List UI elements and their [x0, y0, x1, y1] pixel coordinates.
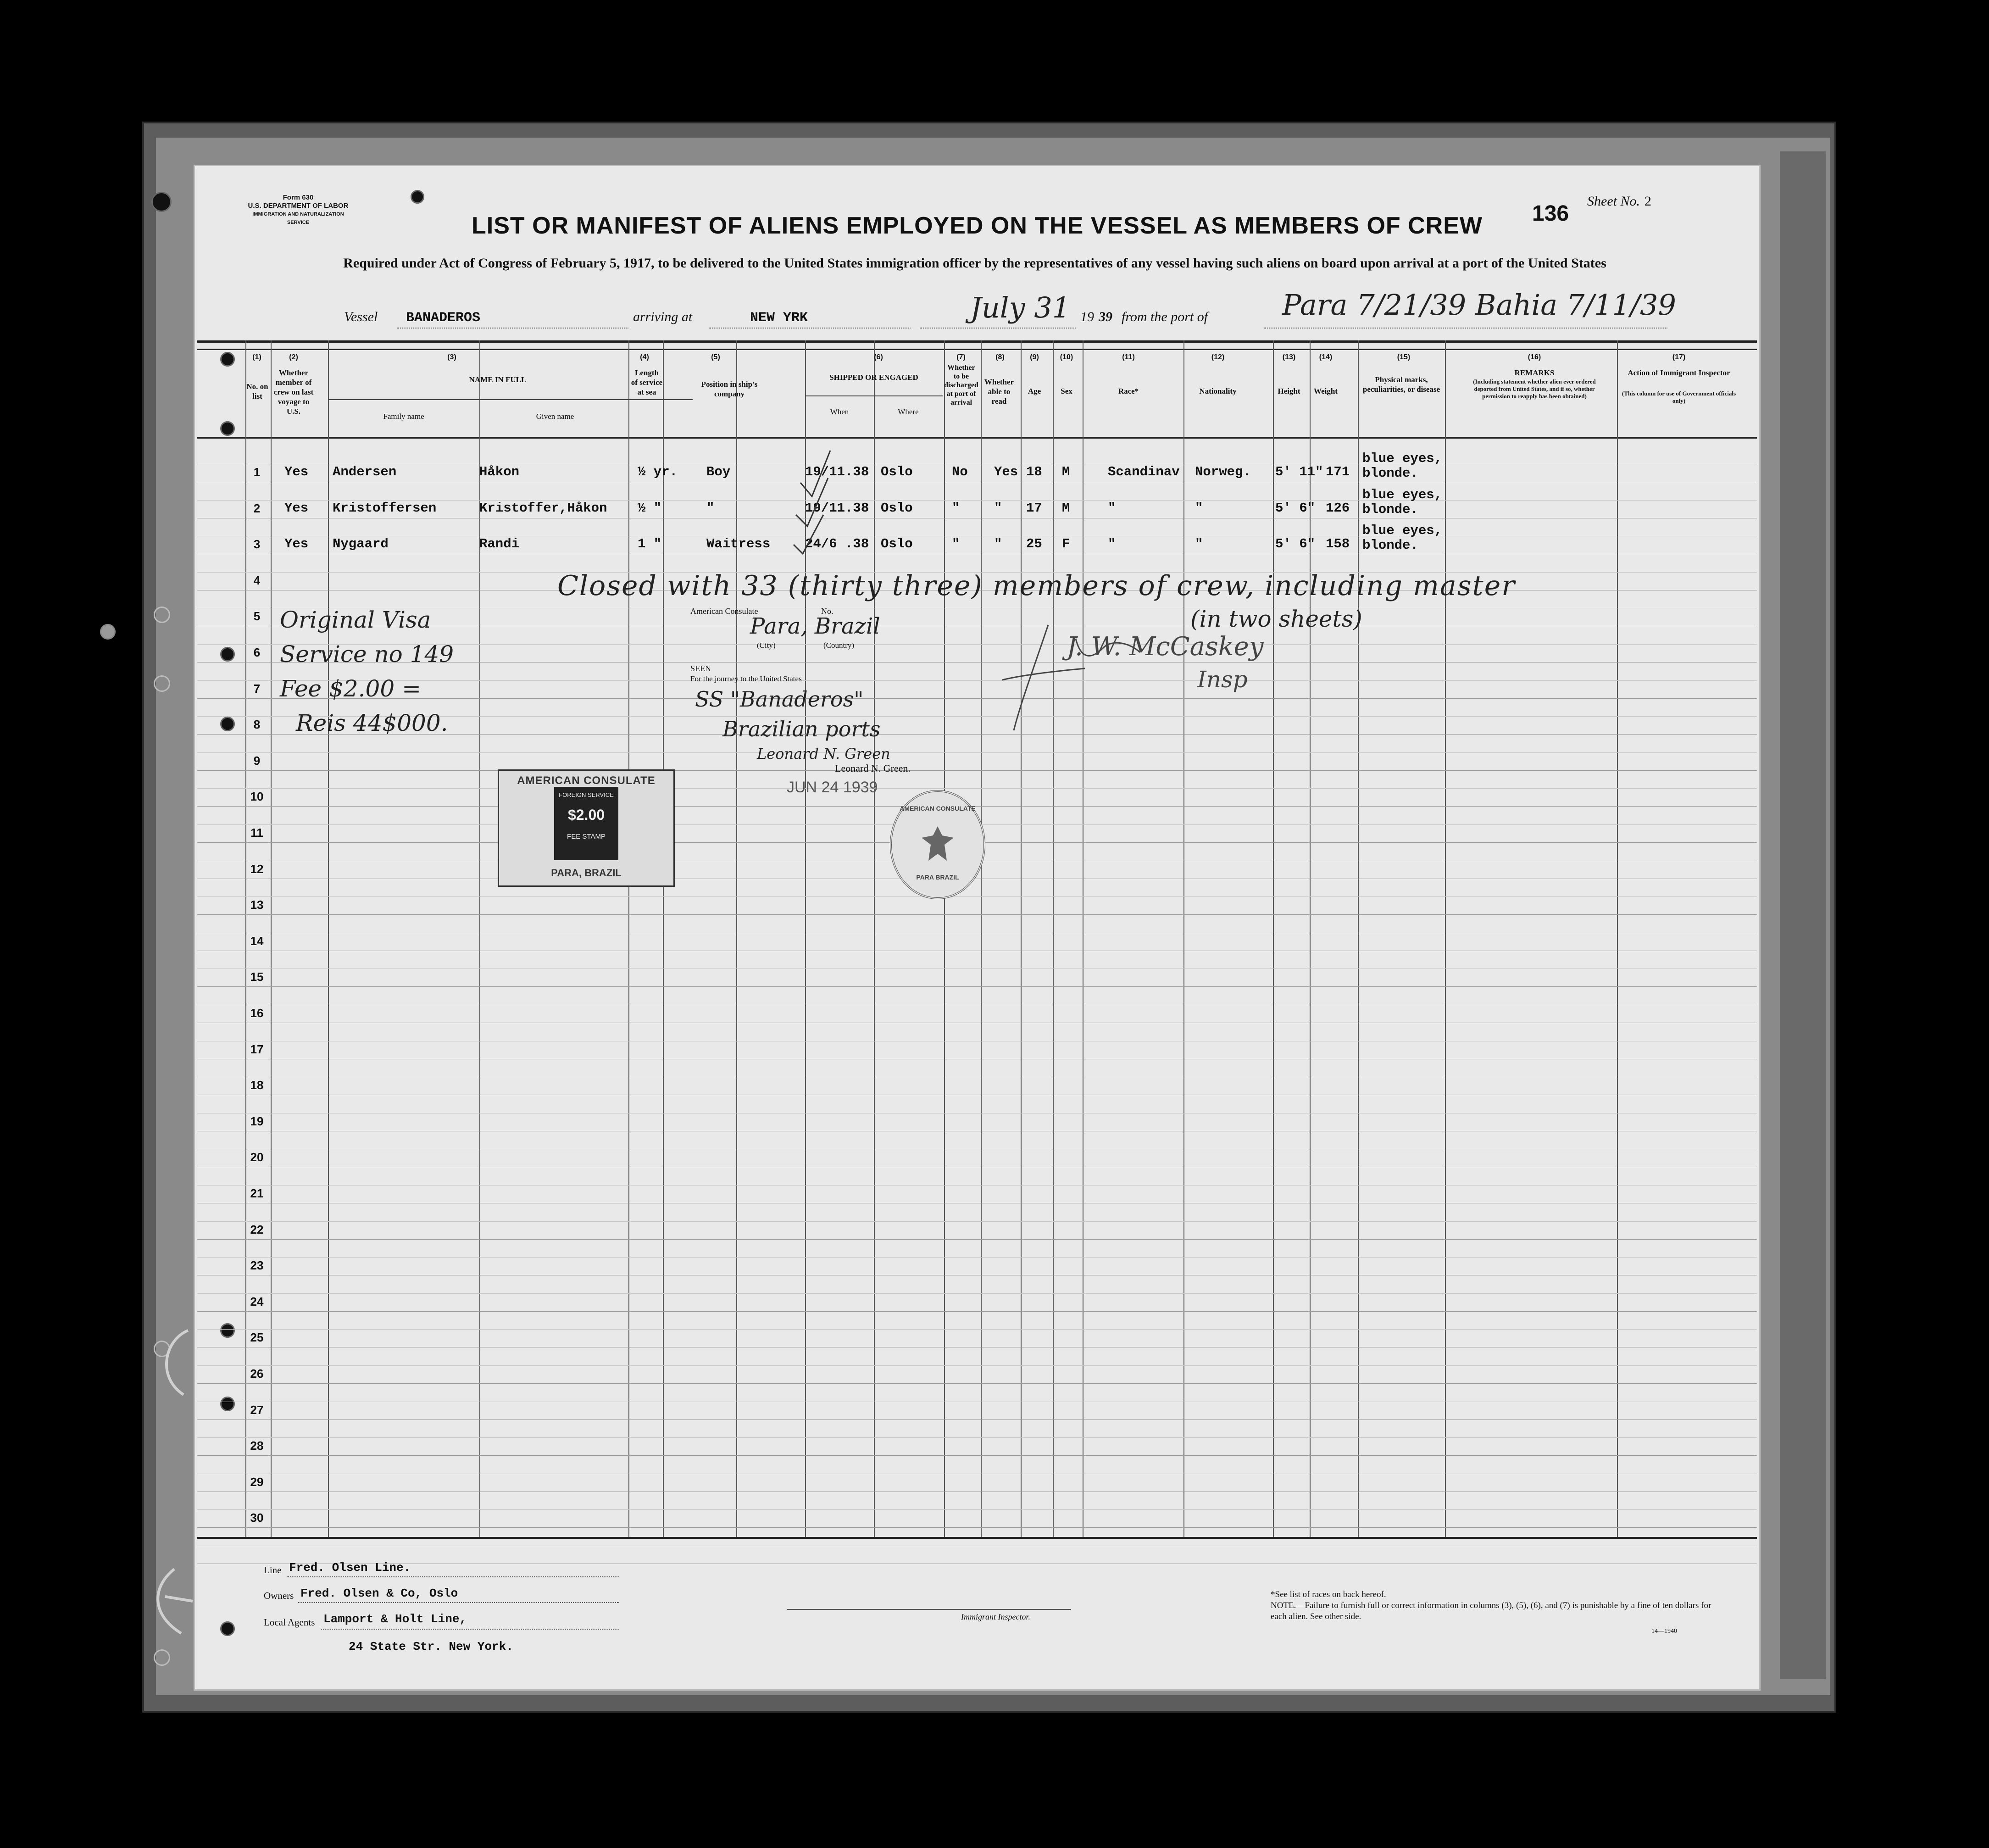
row-number: 14 — [250, 934, 264, 948]
seen-text: For the journey to the United States — [690, 674, 802, 683]
footer-owners-value: Fred. Olsen & Co, Oslo — [300, 1586, 458, 1600]
column-line — [1021, 340, 1022, 1537]
cell-age: 18 — [1026, 464, 1042, 479]
row-number: 30 — [250, 1511, 264, 1525]
sheet-number — [1587, 194, 1651, 209]
row-midline — [197, 1509, 1757, 1510]
column-line — [1053, 340, 1054, 1537]
colnum-8: (8) — [995, 353, 1005, 361]
cell-family-name: Nygaard — [333, 536, 389, 552]
row-number: 1 — [253, 465, 261, 479]
row-midline — [197, 680, 1757, 681]
footer-note-text: NOTE.—Failure to furnish full or correct information in columns (3), (5), (6), and (7) is punishable by a fine of ten dollars for each alien. See other side. — [1271, 1601, 1711, 1621]
row-line — [197, 698, 1757, 699]
cell-when: 19/11.38 — [805, 464, 869, 479]
row-number: 2 — [253, 501, 261, 515]
sheet-value: 2 — [1644, 194, 1651, 209]
column-line — [628, 340, 629, 1537]
vessel-name: BANADEROS — [406, 310, 481, 326]
cell-read: " — [994, 536, 1002, 552]
cell-height: 5' 6" — [1275, 500, 1316, 516]
departure-ports: Para 7/21/39 Bahia 7/11/39 — [1282, 288, 1676, 322]
column-line — [479, 340, 480, 1537]
column-line — [1445, 340, 1446, 1537]
colnum-2: (2) — [289, 353, 298, 361]
cell-weight: 158 — [1326, 536, 1350, 552]
cell-age: 17 — [1026, 500, 1042, 516]
row-number: 5 — [253, 609, 261, 623]
binder-edge — [1780, 151, 1826, 1679]
cell-where: Oslo — [881, 500, 913, 516]
consulate-label: American Consulate — [690, 607, 758, 616]
cell-family-name: Andersen — [333, 464, 397, 479]
header-name-in-full: NAME IN FULL — [469, 375, 527, 384]
cell-race: " — [1108, 536, 1116, 552]
column-line — [736, 340, 737, 1537]
row-number: 17 — [250, 1042, 264, 1056]
page-number: 136 — [1532, 201, 1569, 226]
cell-member-last-voyage: Yes — [284, 536, 309, 552]
column-line — [1310, 340, 1311, 1537]
row-number: 28 — [250, 1439, 264, 1453]
ports-written: Brazilian ports — [722, 717, 881, 741]
row-midline — [197, 752, 1757, 753]
cell-when: 24/6 .38 — [805, 536, 869, 552]
inspector-signature: J. W. McCaskey — [1067, 632, 1264, 662]
colnum-16: (16) — [1528, 353, 1541, 361]
row-midline — [197, 1257, 1757, 1258]
binder-ring-icon — [154, 607, 170, 623]
binder-hole-icon — [100, 624, 116, 640]
form-title: LIST OR MANIFEST OF ALIENS EMPLOYED ON THE VESSEL AS MEMBERS OF CREW — [472, 212, 1483, 239]
row-number: 19 — [250, 1114, 264, 1128]
column-line — [663, 340, 664, 1537]
row-line — [197, 986, 1757, 987]
colnum-3: (3) — [447, 353, 456, 361]
header-when: When — [830, 407, 849, 416]
visa-note-2: Service no 149 — [280, 641, 454, 668]
colnum-13: (13) — [1282, 353, 1296, 361]
table-top-border-inner — [197, 349, 1757, 350]
header-nationality: Nationality — [1199, 387, 1237, 395]
fee-stamp-top: AMERICAN CONSULATE — [517, 774, 656, 787]
service-name: IMMIGRATION AND NATURALIZATION SERVICE — [252, 212, 344, 225]
closed-note-sheets: (in two sheets) — [1190, 606, 1362, 632]
colnum-11: (11) — [1122, 353, 1135, 361]
header-inspector-action: Action of Immigrant Inspector — [1628, 368, 1730, 377]
row-midline — [197, 1221, 1757, 1222]
footer-line-label: Line — [264, 1564, 282, 1575]
binder-hole-icon — [220, 647, 235, 662]
row-number: 13 — [250, 898, 264, 912]
binder-ring-icon — [154, 675, 170, 692]
binder-hole-icon — [220, 1323, 235, 1338]
cell-sex: M — [1062, 500, 1070, 516]
row-number: 12 — [250, 862, 264, 876]
column-line — [944, 340, 945, 1537]
manifest-page — [195, 166, 1759, 1689]
row-number: 24 — [250, 1294, 264, 1308]
year-prefix: 19 — [1080, 309, 1094, 324]
row-number: 3 — [253, 537, 261, 551]
row-line — [197, 770, 1757, 771]
fee-stamp-value: $2.00 — [567, 807, 605, 823]
row-midline — [197, 1293, 1757, 1294]
cell-race: Scandinav — [1108, 464, 1180, 479]
cell-when: 19/11.38 — [805, 500, 869, 516]
row-number: 23 — [250, 1258, 264, 1273]
visa-note-3: Fee $2.00 = — [280, 675, 421, 702]
row-number: 25 — [250, 1330, 264, 1345]
header-discharged: Whether to be discharged at port of arrival — [944, 364, 978, 406]
header-separator — [197, 437, 1757, 439]
seal-place: PARA BRAZIL — [916, 874, 959, 881]
row-midline — [197, 1185, 1757, 1186]
header-family-name: Family name — [383, 412, 424, 421]
row-number: 15 — [250, 970, 264, 984]
department-name: U.S. DEPARTMENT OF LABOR — [248, 202, 349, 210]
footer-inspector-label: Immigrant Inspector. — [961, 1612, 1030, 1621]
footer-owners-label: Owners — [264, 1590, 294, 1601]
header-position: Position in ship's company — [701, 380, 758, 398]
row-number: 10 — [250, 790, 264, 804]
closed-note: Closed with 33 (thirty three) members of crew, including master — [557, 570, 1516, 602]
consulate-no: No. — [821, 607, 833, 616]
colnum-12: (12) — [1211, 353, 1225, 361]
inspector-title: Insp — [1197, 666, 1248, 693]
arrival-date: July 31 — [970, 291, 1071, 324]
header-shipped-engaged: SHIPPED OR ENGAGED — [829, 373, 918, 382]
cell-length-service: ½ " — [638, 500, 662, 516]
fee-stamp-label: FEE STAMP — [567, 833, 606, 841]
row-number: 29 — [250, 1475, 264, 1489]
cell-given-name: Randi — [479, 536, 520, 552]
consul-name: Leonard N. Green. — [835, 763, 911, 774]
cell-height: 5' 6" — [1275, 536, 1316, 552]
cell-member-last-voyage: Yes — [284, 500, 309, 516]
year-suffix: 39 — [1099, 309, 1112, 324]
from-port-label: from the port of — [1122, 309, 1208, 324]
seen-label: SEEN — [690, 664, 711, 673]
row-midline — [197, 1365, 1757, 1366]
binder-hole-icon — [220, 1621, 235, 1636]
footer-agents-label: Local Agents — [264, 1617, 315, 1628]
header-member-last-voyage: Whether member of crew on last voyage to U.S. — [273, 368, 314, 416]
header-weight: Weight — [1314, 387, 1338, 395]
vessel-label: Vessel — [344, 309, 378, 324]
row-number: 9 — [253, 753, 261, 768]
cell-discharged: " — [952, 500, 960, 516]
arriving-port: NEW YRK — [750, 310, 808, 326]
cell-discharged: No — [952, 464, 968, 479]
row-number: 4 — [253, 573, 261, 587]
row-number: 11 — [250, 826, 263, 840]
cell-weight: 126 — [1326, 500, 1350, 516]
binder-hole-icon — [220, 421, 235, 436]
cell-length-service: 1 " — [638, 536, 662, 552]
city-label: (City) — [757, 641, 776, 650]
header-height: Height — [1278, 387, 1300, 395]
header-age: Age — [1028, 387, 1041, 395]
column-line — [1358, 340, 1359, 1537]
footer-line-value: Fred. Olsen Line. — [289, 1561, 411, 1575]
consulate-city: Para, Brazil — [750, 613, 880, 639]
consul-signature: Leonard N. Green — [757, 745, 890, 763]
sheet-label: Sheet No. — [1587, 194, 1640, 209]
fee-stamp — [554, 787, 618, 860]
punch-hole-icon — [411, 190, 424, 204]
footer-agents-value: Lamport & Holt Line, — [323, 1612, 467, 1626]
header-remarks-note: (Including statement whether alien ever ordered deported from United States, and if so, whether permission to reapply has been obtained) — [1473, 378, 1596, 400]
row-line — [197, 1527, 1757, 1528]
colnum-7: (7) — [956, 353, 966, 361]
column-line — [981, 340, 982, 1537]
binder-hole-icon — [220, 352, 235, 367]
header-no-on-list: No. on list — [246, 382, 268, 401]
row-number: 8 — [253, 718, 261, 732]
header-inspector-note: (This column for use of Government officials only) — [1622, 390, 1736, 404]
row-number: 18 — [250, 1078, 264, 1092]
column-line — [1273, 340, 1274, 1537]
consulate-seal — [890, 790, 985, 899]
header-length-service: Length of service at sea — [631, 368, 663, 396]
colnum-6: (6) — [874, 353, 883, 361]
cell-where: Oslo — [881, 464, 913, 479]
cell-sex: F — [1062, 536, 1070, 552]
row-number: 22 — [250, 1222, 264, 1236]
cell-read: " — [994, 500, 1002, 516]
header-given-name: Given name — [536, 412, 574, 421]
colnum-14: (14) — [1319, 353, 1333, 361]
check-marks-icon — [787, 446, 846, 556]
row-midline — [197, 1437, 1757, 1438]
header-remarks: REMARKS — [1514, 368, 1555, 377]
footer-races-note: *See list of races on back hereof. — [1271, 1590, 1386, 1599]
header-race: Race* — [1118, 387, 1139, 395]
binder-hole-icon — [151, 192, 172, 212]
column-line — [1183, 340, 1184, 1537]
cell-marks: blue eyes, blonde. — [1362, 487, 1443, 517]
row-line — [197, 1455, 1757, 1456]
colnum-4: (4) — [640, 353, 649, 361]
header-sex: Sex — [1061, 387, 1072, 395]
row-number: 27 — [250, 1403, 264, 1417]
cell-marks: blue eyes, blonde. — [1362, 523, 1443, 553]
cell-age: 25 — [1026, 536, 1042, 552]
cell-race: " — [1108, 500, 1116, 516]
column-line — [1617, 340, 1618, 1537]
cell-nationality: " — [1195, 536, 1203, 552]
colnum-1: (1) — [252, 353, 261, 361]
row-number: 20 — [250, 1150, 264, 1164]
cell-height: 5' 11" — [1275, 464, 1323, 479]
seal-text: AMERICAN CONSULATE — [900, 805, 976, 812]
binder-hole-icon — [220, 1397, 235, 1411]
colnum-10: (10) — [1060, 353, 1073, 361]
header-physical-marks: Physical marks, peculiarities, or disease — [1362, 375, 1440, 394]
colnum-15: (15) — [1397, 353, 1411, 361]
cell-given-name: Kristoffer,Håkon — [479, 500, 607, 516]
row-line — [197, 914, 1757, 915]
column-line — [271, 340, 272, 1537]
ship-written: SS "Banaderos" — [695, 687, 864, 712]
cell-member-last-voyage: Yes — [284, 464, 309, 479]
fee-stamp-box — [498, 769, 675, 887]
row-line — [197, 1383, 1757, 1384]
cell-nationality: Norweg. — [1195, 464, 1251, 479]
cell-position: " — [706, 500, 715, 516]
row-midline — [197, 1329, 1757, 1330]
column-line — [328, 340, 329, 1537]
visa-note-4: Reis 44$000. — [296, 710, 448, 736]
table-bottom-border — [197, 1537, 1757, 1539]
binder-hole-icon — [220, 717, 235, 731]
form-number: Form 630 — [283, 194, 314, 201]
margin-pencil-marks — [138, 1321, 202, 1665]
row-number: 6 — [253, 646, 261, 659]
cell-sex: M — [1062, 464, 1070, 479]
row-midline — [197, 896, 1757, 897]
row-line — [197, 1311, 1757, 1312]
cell-read: Yes — [994, 464, 1018, 479]
cell-weight: 171 — [1326, 464, 1350, 479]
row-number: 21 — [250, 1186, 264, 1200]
form-subtitle: Required under Act of Congress of February 5, 1917, to be delivered to the United States immigration officer by the representatives of any vessel having such aliens on board upon arrival at a port of the United States — [343, 256, 1606, 271]
header-where: Where — [898, 407, 919, 416]
cell-position: Waitress — [706, 536, 771, 552]
row-number: 26 — [250, 1367, 264, 1380]
country-label: (Country) — [823, 641, 855, 650]
cell-given-name: Håkon — [479, 464, 520, 479]
eagle-icon — [919, 824, 956, 865]
column-line — [874, 340, 875, 1537]
row-midline — [197, 788, 1757, 789]
cell-discharged: " — [952, 536, 960, 552]
footer-print-code: 14—1940 — [1651, 1628, 1677, 1635]
arriving-label: arriving at — [633, 309, 693, 324]
colnum-5: (5) — [711, 353, 720, 361]
cell-marks: blue eyes, blonde. — [1362, 451, 1443, 481]
cell-position: Boy — [706, 464, 731, 479]
footer-agents-address: 24 State Str. New York. — [349, 1640, 513, 1653]
row-number: 16 — [250, 1006, 264, 1020]
fee-stamp-service: FOREIGN SERVICE — [559, 791, 614, 798]
cell-family-name: Kristoffersen — [333, 500, 437, 516]
cell-where: Oslo — [881, 536, 913, 552]
table-top-border — [197, 340, 1757, 343]
row-number: 7 — [253, 681, 261, 696]
row-line — [197, 1239, 1757, 1240]
stamp-date: JUN 24 1939 — [787, 779, 878, 796]
header-able-to-read: Whether able to read — [984, 378, 1014, 406]
row-line — [197, 1419, 1757, 1420]
fee-stamp-place: PARA, BRAZIL — [551, 867, 622, 879]
cell-length-service: ½ yr. — [638, 464, 678, 479]
visa-note-1: Original Visa — [280, 607, 431, 633]
colnum-17: (17) — [1672, 353, 1686, 361]
colnum-9: (9) — [1030, 353, 1039, 361]
cell-nationality: " — [1195, 500, 1203, 516]
